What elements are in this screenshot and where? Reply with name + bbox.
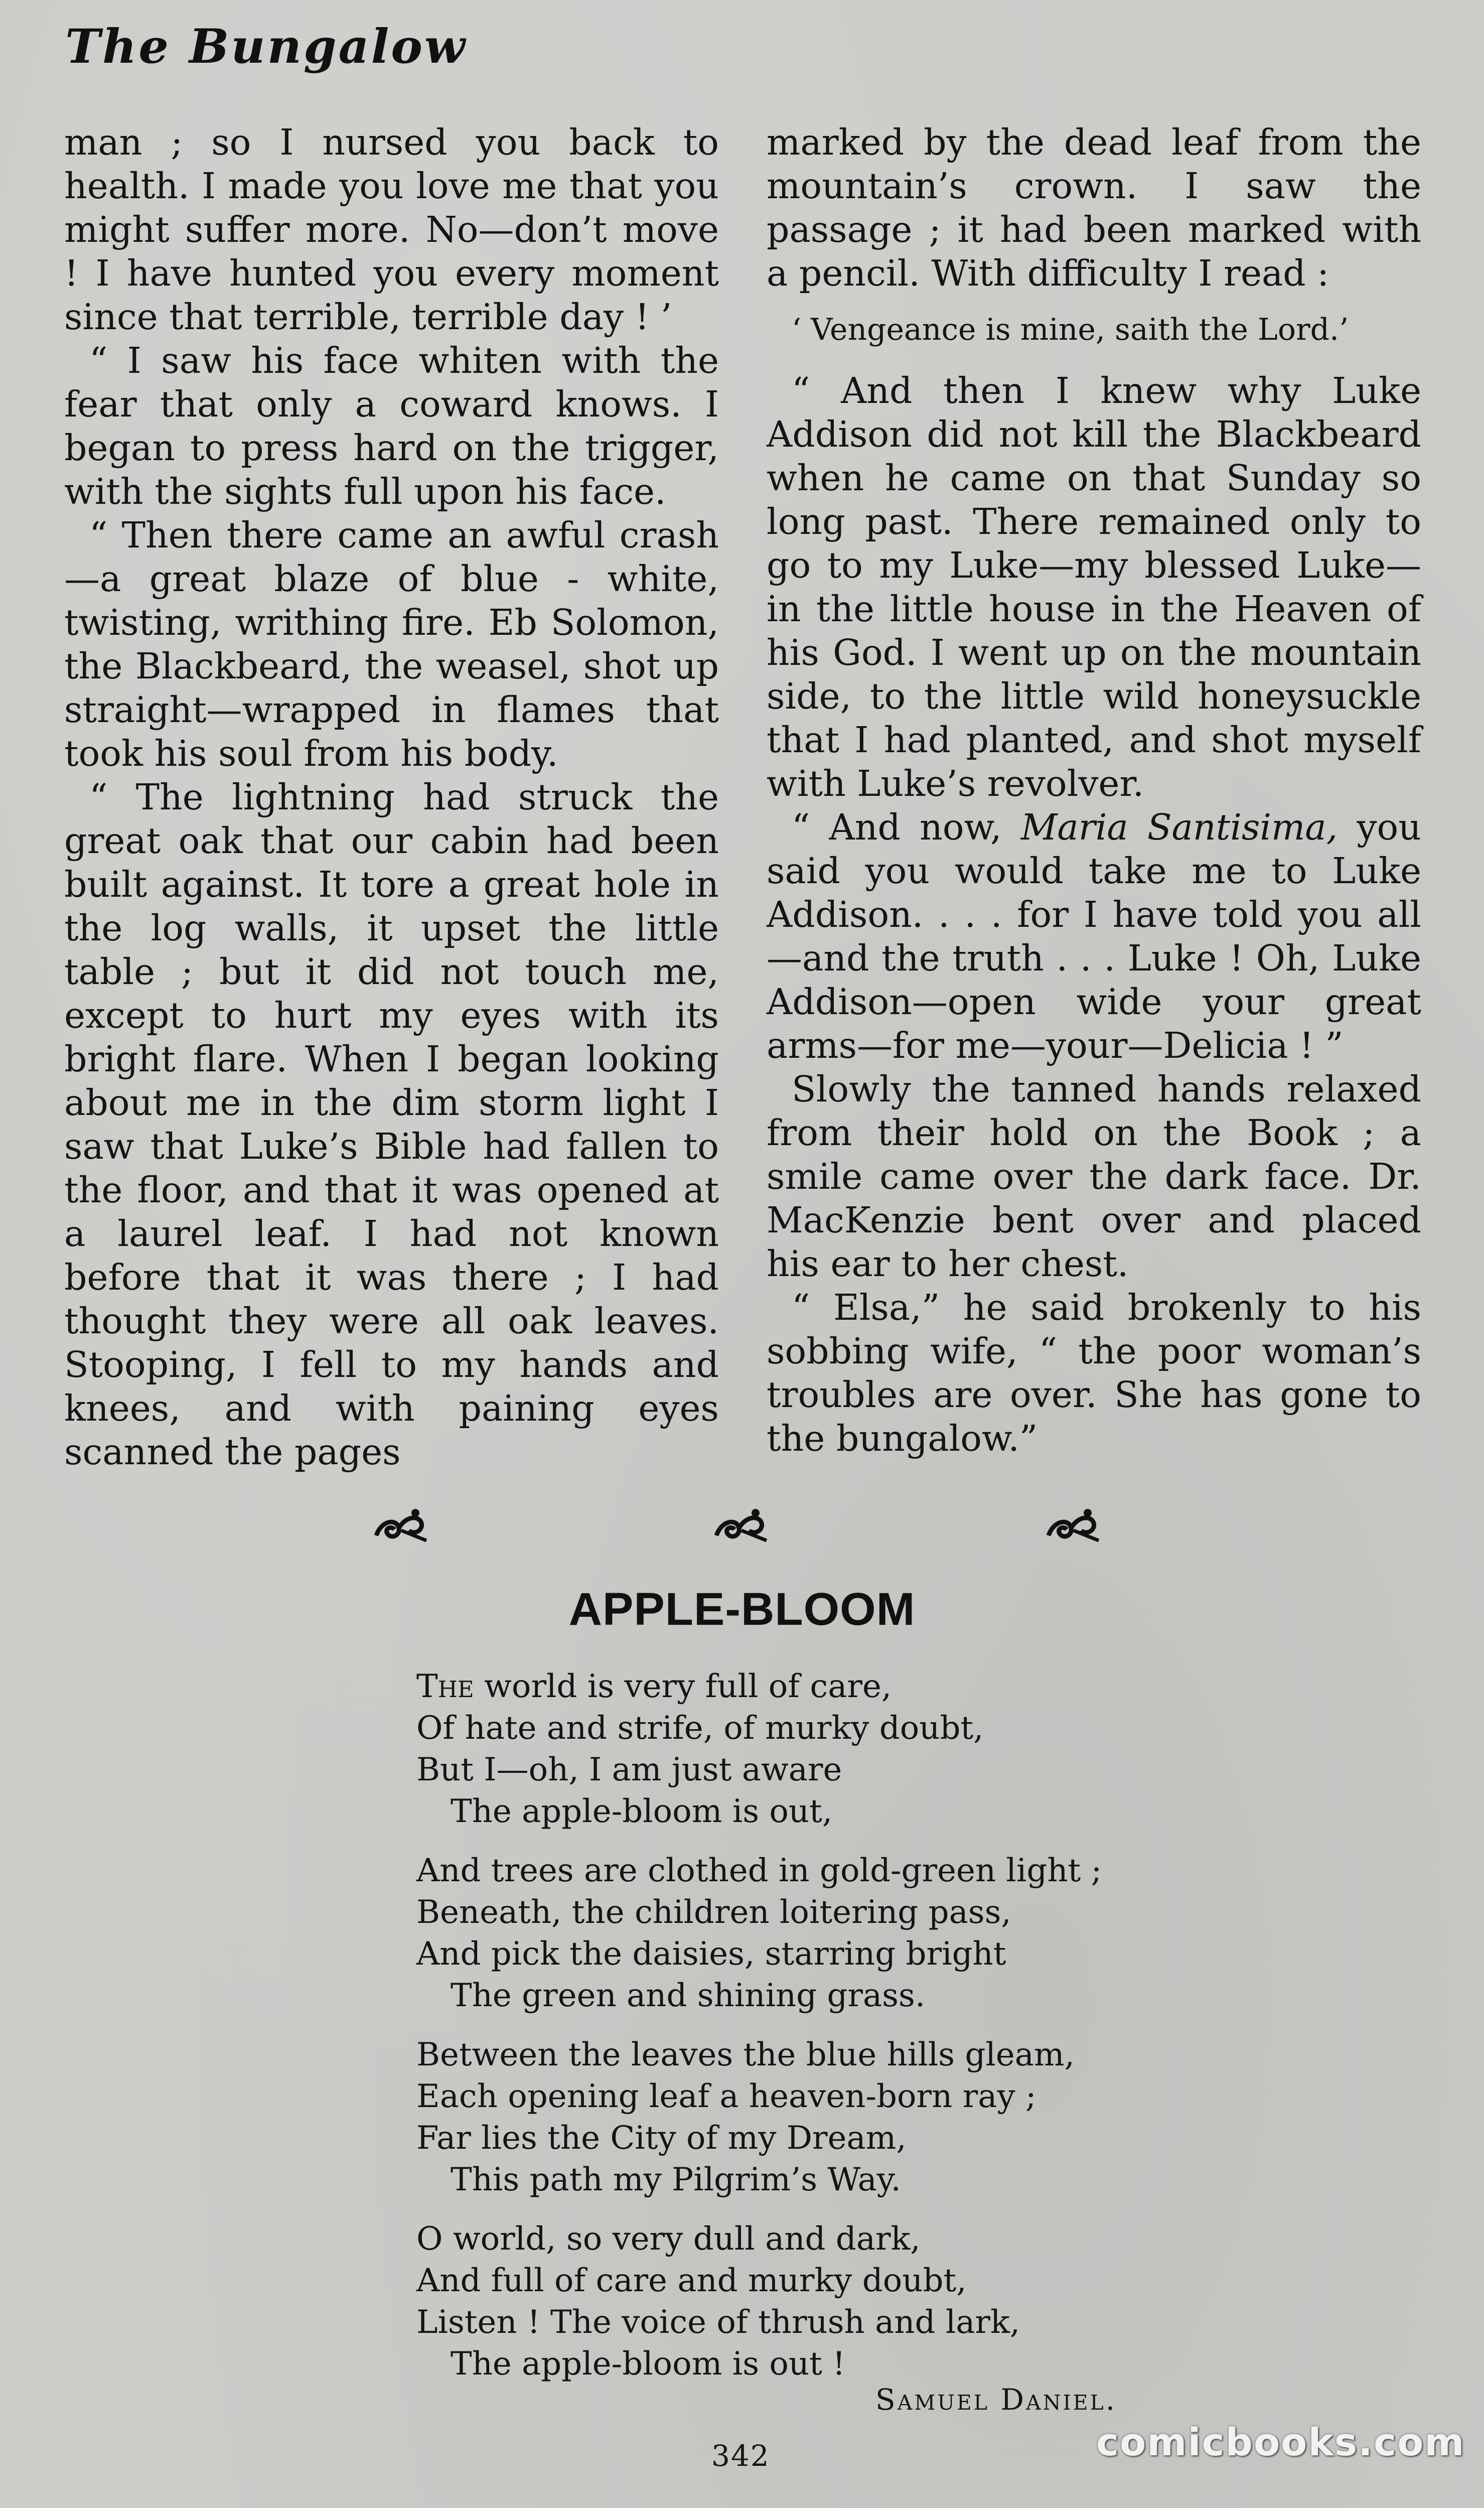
- paragraph-text: “ And now,: [792, 806, 1021, 848]
- poem-title: APPLE-BLOOM: [568, 1584, 916, 1635]
- poem-line: The apple-bloom is out,: [451, 1793, 833, 1830]
- poem: [416, 1666, 1169, 2403]
- poem-line: Between the leaves the blue hills gleam,: [416, 2036, 1075, 2073]
- poem-line: But I—oh, I am just aware: [416, 1751, 842, 1788]
- paragraph: man ; so I nursed you back to health. I made you love me that you might suffer more. No—don’t move ! I have hunted you every moment since that terrible, terrible day ! ’: [64, 121, 719, 338]
- fleuron-icon: [1044, 1500, 1104, 1551]
- poem-line: Of hate and strife, of murky doubt,: [416, 1710, 984, 1747]
- paragraph: marked by the dead leaf from the mountain’s crown. I saw the passage ; it had been marked with a pencil. With difficulty I read :: [767, 121, 1421, 294]
- poem-line: The apple-bloom is out !: [451, 2345, 845, 2383]
- poem-line: [416, 1666, 1169, 1708]
- poem-line-text: world is very full of care,: [474, 1668, 892, 1705]
- poem-line: This path my Pilgrim’s Way.: [451, 2161, 901, 2198]
- stanza: [416, 2034, 1169, 2201]
- poem-line: The green and shining grass.: [451, 1977, 926, 2014]
- poem-author: Samuel Daniel.: [875, 2383, 1117, 2417]
- stanza: [416, 1850, 1169, 2017]
- right-column: [767, 120, 1421, 1460]
- paragraph: “ I saw his face whiten with the fear that only a coward knows. I began to press hard on the trigger, with the sights full upon his face.: [64, 340, 719, 512]
- poem-line: O world, so very dull and dark,: [416, 2220, 921, 2258]
- paragraph: “ Then there came an awful crash —a great blaze of blue - white, twisting, writhing fire. Eb Solomon, the Blackbeard, the weasel, shot up straight—wrapped in flames that took his soul from his body.: [64, 514, 719, 774]
- paragraph: “ The lightning had struck the great oak that our cabin had been built against. It tore a great hole in the log walls, it upset the little table ; but it did not touch me, except to hurt my eyes with its bright flare. When I began looking about me in the dim storm light I saw that Luke’s Bible had fallen to the floor, and that it was opened at a laurel leaf. I had not known before that it was there ; I had thought they were all oak leaves. Stooping, I fell to my hands and knees, and with paining eyes scanned the pages: [64, 776, 719, 1473]
- poem-line: Listen ! The voice of thrush and lark,: [416, 2304, 1020, 2341]
- paragraph: [767, 805, 1421, 1067]
- paragraph: “ Elsa,” he said brokenly to his sobbing wife, “ the poor woman’s troubles are over. She has gone to the bungalow.”: [767, 1287, 1421, 1459]
- page-number: 342: [711, 2439, 770, 2473]
- left-column: [64, 120, 719, 1474]
- poem-line: And pick the daisies, starring bright: [416, 1935, 1006, 1973]
- running-head: The Bungalow: [65, 19, 467, 74]
- drop-word: The: [416, 1668, 474, 1705]
- stanza: [416, 2218, 1169, 2385]
- stanza: [416, 1666, 1169, 1833]
- poem-line: Far lies the City of my Dream,: [416, 2120, 907, 2157]
- fleuron-icon: [711, 1500, 772, 1551]
- ornament-divider: [0, 1500, 1484, 1561]
- scripture-quote: ‘ Vengeance is mine, saith the Lord.’: [792, 312, 1349, 347]
- fleuron-icon: [371, 1500, 431, 1551]
- poem-line: Beneath, the children loitering pass,: [416, 1894, 1011, 1931]
- poem-line: And full of care and murky doubt,: [416, 2262, 967, 2299]
- paragraph: Slowly the tanned hands relaxed from their hold on the Book ; a smile came over the dark face. Dr. MacKenzie bent over and placed his ear to her chest.: [767, 1068, 1421, 1285]
- paragraph-text: you said you would take me to Luke Addison. . . . for I have told you all —and the truth . . . Luke ! Oh, Luke Addison—open wide your great arms—for me—your—Delicia ! ”: [767, 806, 1421, 1066]
- site-watermark: comicbooks.com: [1096, 2420, 1465, 2464]
- poem-line: And trees are clothed in gold-green light ;: [416, 1852, 1102, 1889]
- paragraph: “ And then I knew why Luke Addison did not kill the Blackbeard when he came on that Sunday so long past. There remained only to go to my Luke—my blessed Luke—in the little house in the Heaven of his God. I went up on the mountain side, to the little wild honeysuckle that I had planted, and shot myself with Luke’s revolver.: [767, 370, 1421, 804]
- poem-line: Each opening leaf a heaven-born ray ;: [416, 2078, 1036, 2115]
- italic-phrase: Maria Santisima,: [1020, 806, 1338, 848]
